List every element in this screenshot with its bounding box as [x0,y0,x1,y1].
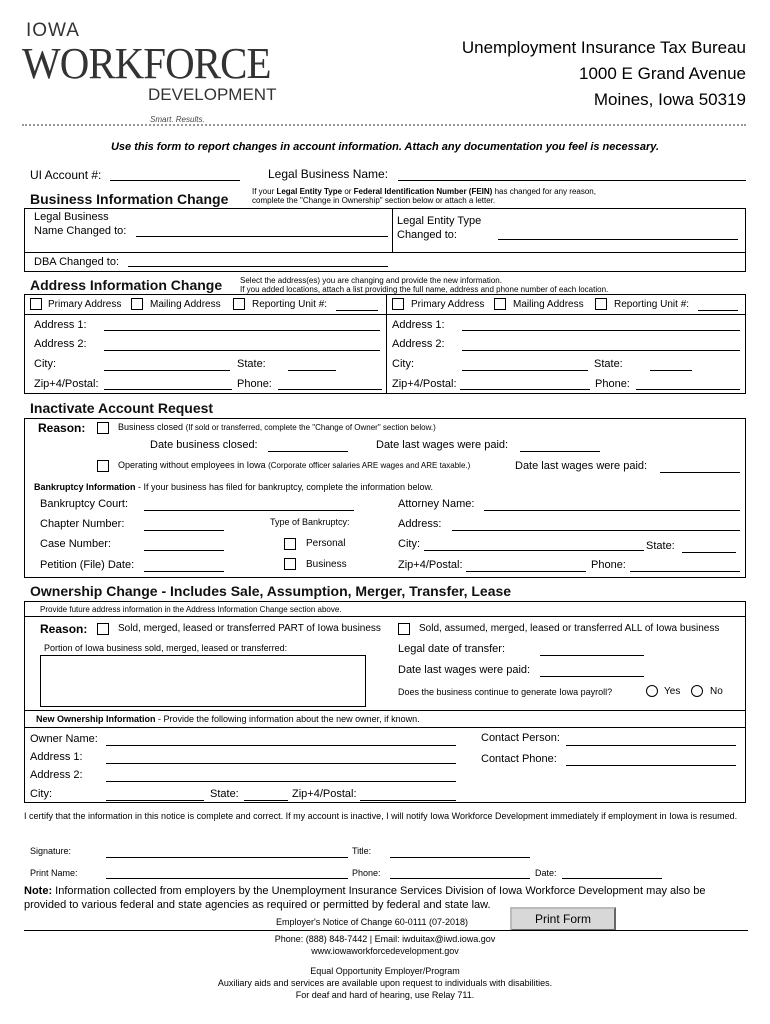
contact-person-field[interactable] [566,745,736,746]
business-closed-label: Business closed (If sold or transferred, complete the "Change of Owner" section below.) [118,422,436,432]
address-info-heading: Address Information Change [30,277,223,293]
signature-field[interactable] [106,857,348,858]
logo-tagline: Smart. Results. [150,115,205,124]
right-address1-label: Address 1: [392,319,445,331]
bureau-name: Unemployment Insurance Tax Bureau [461,38,746,57]
case-label: Case Number: [40,538,111,550]
operating-checkbox[interactable] [97,460,109,472]
contact-person-label: Contact Person: [481,732,560,744]
sold-part-label: Sold, merged, leased or transferred PART of Iowa business [118,623,381,634]
footer-relay: For deaf and hard of hearing, use Relay 711. [295,990,475,1000]
left-mailing-label: Mailing Address [150,299,221,310]
left-city-field[interactable] [104,370,230,371]
new-owner-info: New Ownership Information - Provide the following information about the new owner, if known. [36,714,420,724]
attorney-label: Attorney Name: [398,498,475,510]
inactivate-reason-label: Reason: [38,421,86,435]
bk-address-field[interactable] [452,530,740,531]
footer-website: www.iowaworkforcedevelopment.gov [311,946,459,956]
right-address2-label: Address 2: [392,338,445,350]
left-zip-field[interactable] [104,389,232,390]
operating-label: Operating without employees in Iowa (Corporate officer salaries ARE wages and ARE taxable.) [118,460,471,470]
changed-to-label: Changed to: [397,229,457,241]
footer-eoe: Equal Opportunity Employer/Program [310,966,460,976]
new-owner-divider [24,710,746,711]
sold-part-checkbox[interactable] [97,623,109,635]
left-mailing-checkbox[interactable] [131,298,143,310]
owner-zip-label: Zip+4/Postal: [292,788,357,800]
print-name-label: Print Name: [30,868,78,878]
payroll-yes-label: Yes [664,686,681,697]
address-info-divider [386,294,387,394]
business-bk-checkbox[interactable] [284,558,296,570]
owner-state-field[interactable] [244,800,288,801]
court-label: Bankruptcy Court: [40,498,129,510]
sig-phone-field[interactable] [390,878,530,879]
right-address1-field[interactable] [462,330,740,331]
bk-city-label: City: [398,538,420,550]
footer-aids: Auxiliary aids and services are available upon request to individuals with disabilities. [217,978,553,988]
ui-account-label: UI Account #: [30,168,102,182]
left-address1-field[interactable] [104,330,380,331]
legal-entity-label: Legal Entity Type [397,215,482,227]
ownership-note: Provide future address information in the Address Information Change section above. [40,605,342,614]
date-wages-2-label: Date last wages were paid: [515,460,648,472]
business-info-divider [392,208,393,252]
right-city-label: City: [392,358,414,370]
date-wages-label: Date last wages were paid: [376,439,509,451]
right-reporting-field[interactable] [698,310,738,311]
right-reporting-checkbox[interactable] [595,298,607,310]
left-address1-label: Address 1: [34,319,87,331]
last-wages-field[interactable] [540,676,644,677]
left-reporting-label: Reporting Unit #: [252,299,328,310]
sig-date-label: Date: [535,868,557,878]
bk-state-label: State: [646,540,675,552]
owner-city-field[interactable] [106,800,204,801]
bk-city-field[interactable] [424,550,644,551]
bureau-city: Moines, Iowa 50319 [593,90,746,109]
owner-address1-field[interactable] [106,763,456,764]
left-address2-field[interactable] [104,350,380,351]
inactivate-heading: Inactivate Account Request [30,400,214,416]
owner-name-label: Owner Name: [30,733,98,745]
payroll-no-label: No [710,686,723,697]
business-bk-label: Business [306,559,347,570]
sold-all-label: Sold, assumed, merged, leased or transferred ALL of Iowa business [419,623,720,634]
contact-phone-field[interactable] [566,765,736,766]
disclosure-note: Note: Information collected from employers by the Unemployment Insurance Services Division of Iowa Workforce Development may also be provided to various federal and state agencies as required or permitted by federal and state law. [24,885,706,911]
owner-zip-field[interactable] [360,800,456,801]
owner-name-field[interactable] [106,745,456,746]
legal-name-field[interactable] [398,180,746,181]
type-label: Type of Bankruptcy: [270,517,350,527]
left-zip-label: Zip+4/Postal: [34,378,99,390]
bk-zip-field[interactable] [466,571,586,572]
contact-phone-label: Contact Phone: [481,753,557,765]
legal-business-label: Legal Business [34,211,109,223]
bureau-street: 1000 E Grand Avenue [579,64,746,83]
right-phone-field[interactable] [636,389,740,390]
logo-iowa: IOWA [26,20,80,41]
left-reporting-field[interactable] [336,310,378,311]
portion-textarea[interactable] [40,655,366,707]
right-zip-field[interactable] [460,389,590,390]
chapter-label: Chapter Number: [40,518,125,530]
new-owner-note-divider [24,727,746,728]
address-info-note: Select the address(es) you are changing and provide the new information. If you added locations, attach a list providing the full name, address and phone number of each location. [240,276,609,294]
title-label: Title: [352,846,372,856]
right-mailing-label: Mailing Address [513,299,584,310]
sold-all-checkbox[interactable] [398,623,410,635]
entity-changed-field[interactable] [498,239,738,240]
logo-workforce: WORKFORCE [22,39,271,88]
right-mailing-checkbox[interactable] [494,298,506,310]
left-state-field[interactable] [288,370,336,371]
legal-date-label: Legal date of transfer: [398,643,506,655]
ui-account-field[interactable] [110,180,240,181]
owner-state-label: State: [210,788,239,800]
petition-field[interactable] [144,571,224,572]
payroll-no-radio[interactable] [691,685,703,697]
right-address2-field[interactable] [462,350,740,351]
dba-label: DBA Changed to: [34,256,120,268]
payroll-yes-radio[interactable] [646,685,658,697]
certify-text: I certify that the information in this notice is complete and correct. If my account is inactive, I will notify Iowa Workforce Development immediately if employment in Iowa is resumed. [24,811,738,821]
legal-date-field[interactable] [540,655,644,656]
name-changed-field[interactable] [136,236,388,237]
bankruptcy-info: Bankruptcy Information - If your business has filed for bankruptcy, complete the information below. [34,482,433,492]
bk-phone-field[interactable] [630,571,740,572]
left-phone-label: Phone: [237,378,272,390]
court-field[interactable] [144,510,354,511]
bk-state-field[interactable] [682,552,736,553]
personal-label: Personal [306,538,346,549]
business-closed-checkbox[interactable] [97,422,109,434]
name-changed-label: Name Changed to: [34,225,127,237]
chapter-field[interactable] [144,530,224,531]
title-field[interactable] [390,857,530,858]
date-closed-label: Date business closed: [150,439,258,451]
print-name-field[interactable] [106,878,348,879]
intro-text: Use this form to report changes in account information. Attach any documentation you feel is necessary. [110,141,660,153]
owner-address2-field[interactable] [106,781,456,782]
footer-contact: Phone: (888) 848-7442 | Email: iwduitax@iwd.iowa.gov [274,934,496,944]
right-reporting-label: Reporting Unit #: [614,299,690,310]
left-checkbox-row-divider [24,314,386,315]
header-divider [22,124,746,126]
right-primary-label: Primary Address [411,299,485,310]
legal-name-label: Legal Business Name: [268,167,389,181]
dba-row-divider [24,252,746,253]
signature-label: Signature: [30,846,72,856]
sig-date-field[interactable] [562,878,662,879]
right-zip-label: Zip+4/Postal: [392,378,457,390]
print-form-button[interactable]: Print Form [510,907,616,931]
right-primary-checkbox[interactable] [392,298,404,310]
owner-city-label: City: [30,788,52,800]
date-closed-field[interactable] [268,451,348,452]
attorney-field[interactable] [484,510,740,511]
left-primary-label: Primary Address [48,299,122,310]
ownership-heading: Ownership Change - Includes Sale, Assumption, Merger, Transfer, Lease [30,583,512,599]
bk-address-label: Address: [398,518,442,530]
petition-label: Petition (File) Date: [40,559,135,571]
left-city-label: City: [34,358,56,370]
footer-divider [24,930,748,931]
left-reporting-checkbox[interactable] [233,298,245,310]
case-field[interactable] [144,550,224,551]
right-checkbox-row-divider [386,314,746,315]
form-id: Employer's Notice of Change 60-0111 (07-2018) [276,917,468,927]
business-info-note: If your Legal Entity Type or Federal Identification Number (FEIN) has changed for any reason, complete the "Change in Ownership" section below or attach a letter. [252,187,596,205]
left-primary-checkbox[interactable] [30,298,42,310]
left-address2-label: Address 2: [34,338,87,350]
ownership-reason-label: Reason: [40,622,88,636]
bk-phone-label: Phone: [591,559,626,571]
owner-address2-label: Address 2: [30,769,83,781]
last-wages-label: Date last wages were paid: [398,664,531,676]
right-phone-label: Phone: [595,378,630,390]
date-wages-field[interactable] [520,451,600,452]
left-phone-field[interactable] [278,389,382,390]
date-wages-2-field[interactable] [660,472,740,473]
right-city-field[interactable] [462,370,588,371]
right-state-field[interactable] [650,370,692,371]
portion-label: Portion of Iowa business sold, merged, leased or transferred: [44,643,288,653]
business-info-box [24,208,746,272]
sig-phone-label: Phone: [352,868,381,878]
continue-payroll-label: Does the business continue to generate Iowa payroll? [398,687,613,697]
personal-checkbox[interactable] [284,538,296,550]
left-state-label: State: [237,358,266,370]
ownership-note-divider [24,616,746,617]
dba-field[interactable] [128,266,388,267]
right-state-label: State: [594,358,623,370]
logo-development: DEVELOPMENT [148,85,277,104]
owner-address1-label: Address 1: [30,751,83,763]
bk-zip-label: Zip+4/Postal: [398,559,463,571]
business-info-heading: Business Information Change [30,191,229,207]
